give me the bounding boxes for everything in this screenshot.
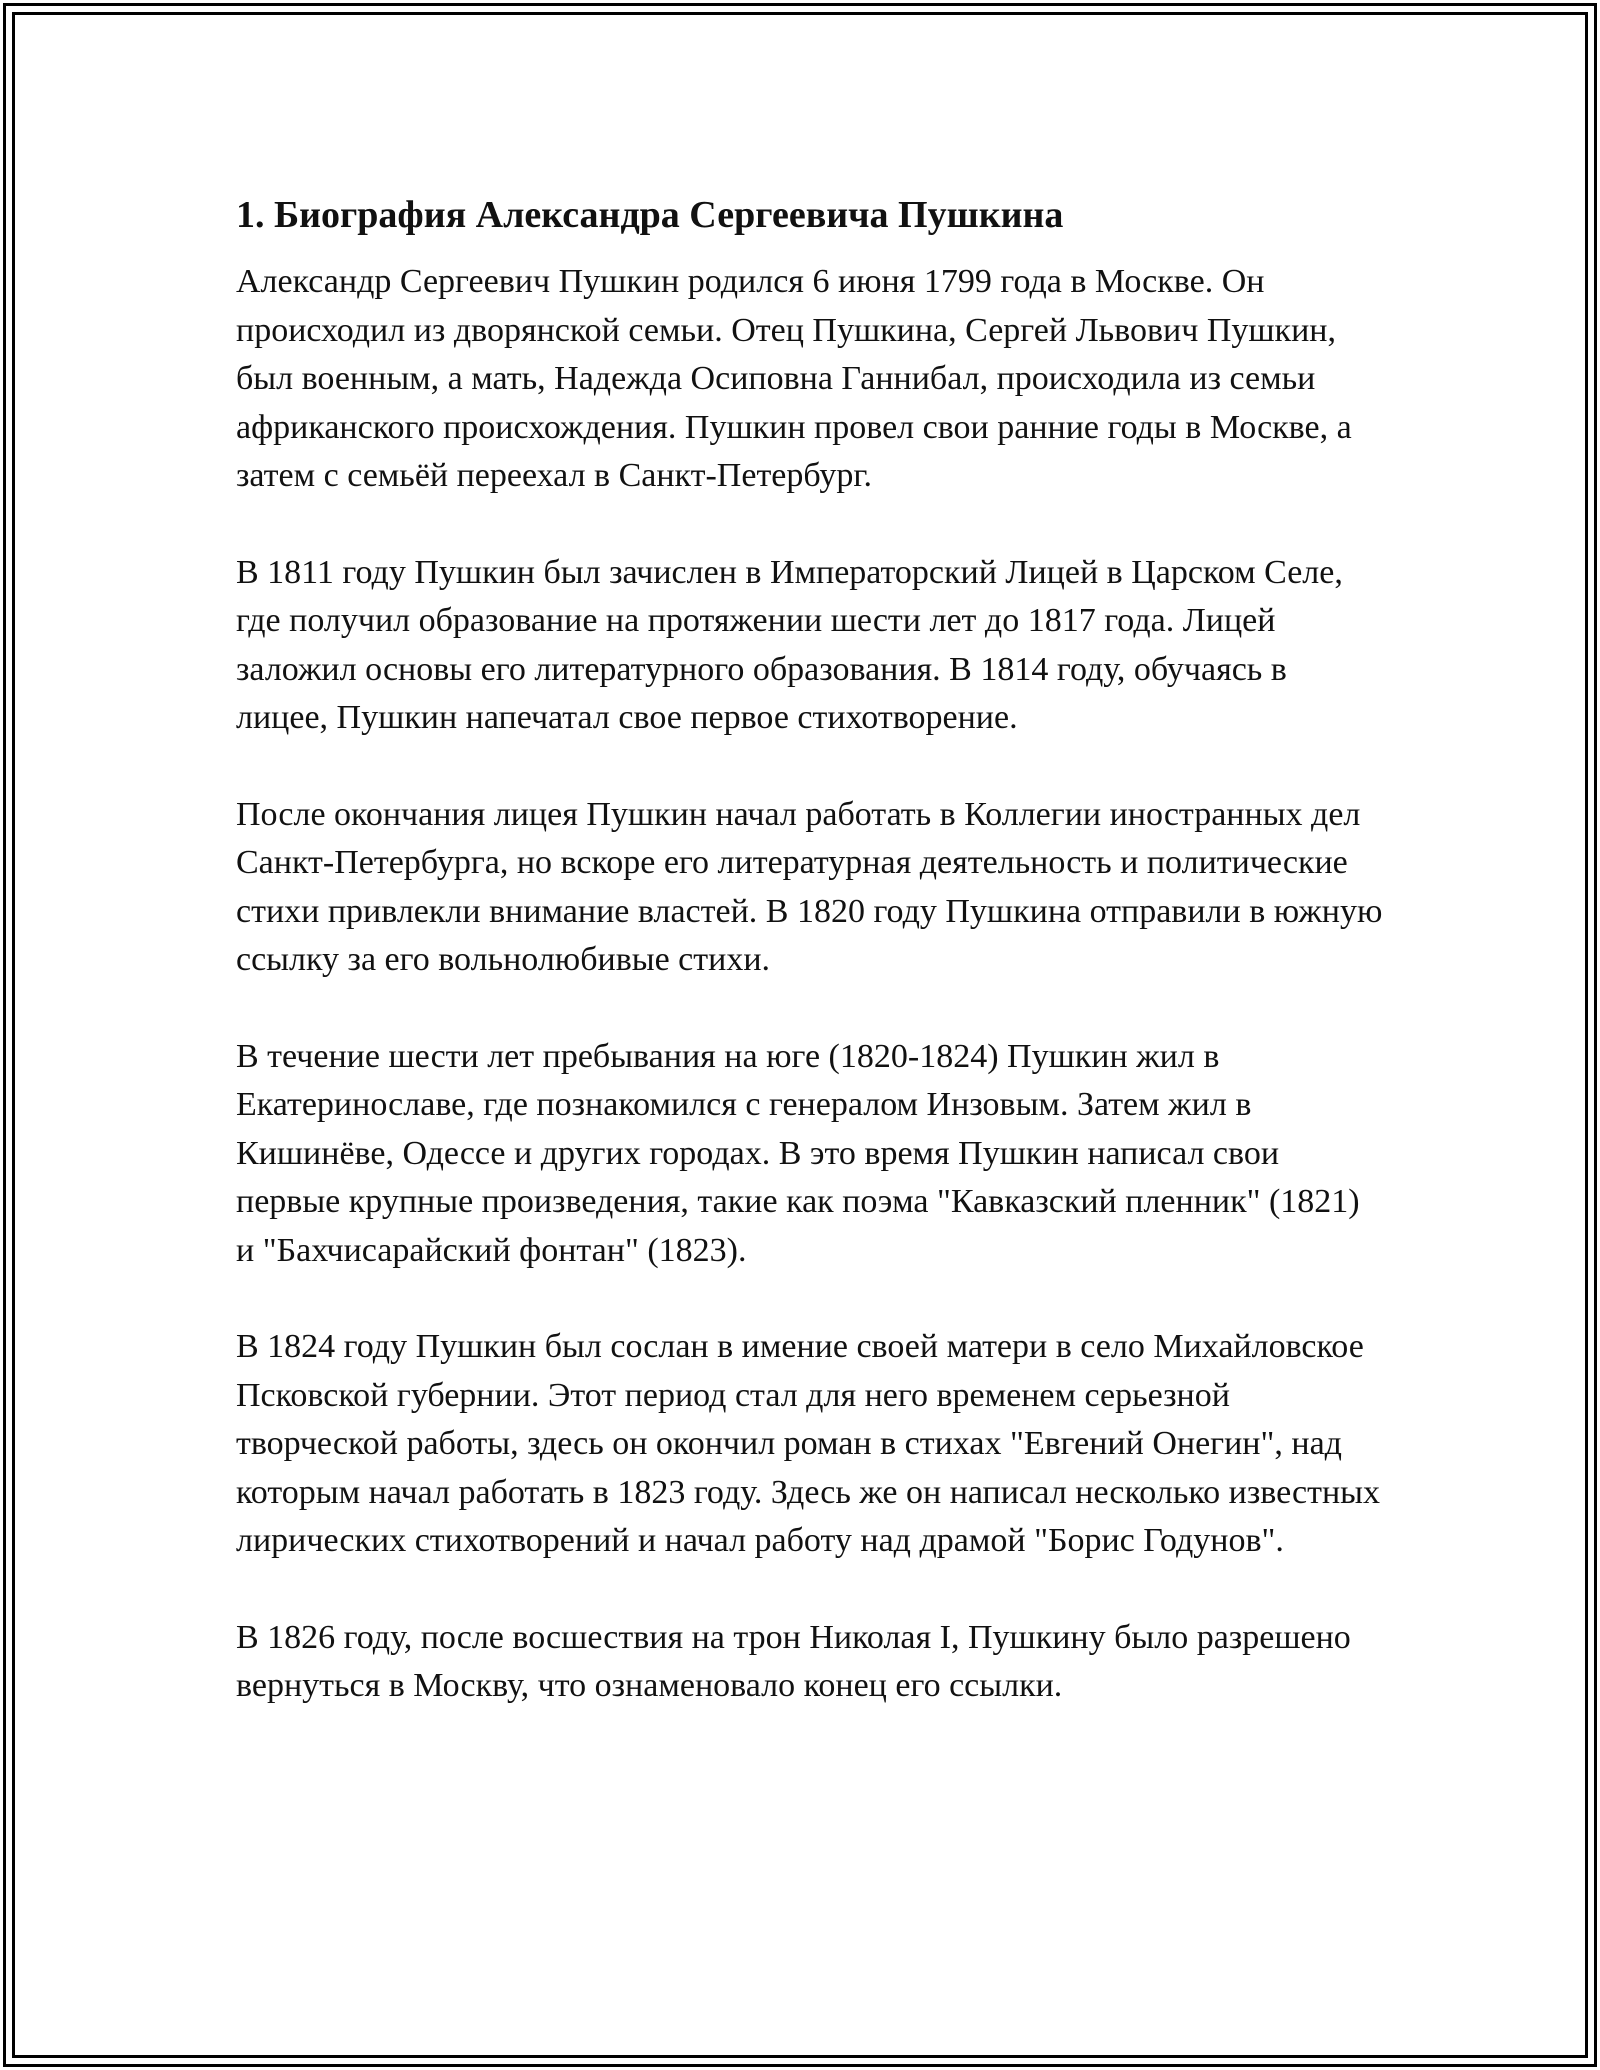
paragraph-mikhailovskoye: В 1824 году Пушкин был сослан в имение своей матери в село Михайловское Псковской губернии. Этот период стал для него временем серьезной творческой работы, здесь он окончил роман в стихах "Евгений Онегин", над которым начал работать в 1823 году. Здесь же он написал несколько известных лирических стихотворений и начал работу над драмой "Борис Годунов". <box>236 1328 1381 1559</box>
paragraph-return: В 1826 году, после восшествия на трон Николая I, Пушкину было разрешено вернуться в Москву, что ознаменовало конец его ссылки. <box>236 1618 1351 1704</box>
document-title: 1. Биография Александра Сергеевича Пушкина <box>236 194 1064 236</box>
document-body <box>236 188 1386 1711</box>
paragraph-southern-exile: В течение шести лет пребывания на юге (1820-1824) Пушкин жил в Екатеринославе, где познакомился с генералом Инзовым. Затем жил в Кишинёве, Одессе и других городах. В это время Пушкин написал свои первые крупные произведения, такие как поэма "Кавказский пленник" (1821) и "Бахчисарайский фонтан" (1823). <box>236 1037 1360 1269</box>
paragraph-lyceum: В 1811 году Пушкин был зачислен в Императорский Лицей в Царском Селе, где получил образование на протяжении шести лет до 1817 года. Лицей заложил основы его литературного образования. В 1814 году, обучаясь в лицее, Пушкин напечатал свое первое стихотворение. <box>236 553 1343 736</box>
paragraph-foreign-affairs: После окончания лицея Пушкин начал работать в Коллегии иностранных дел Санкт-Петербурга, но вскоре его литературная деятельность и политические стихи привлекли внимание властей. В 1820 году Пушкина отправили в южную ссылку за его вольнолюбивые стихи. <box>236 795 1383 978</box>
paragraph-birth: Александр Сергеевич Пушкин родился 6 июня 1799 года в Москве. Он происходил из дворянской семьи. Отец Пушкина, Сергей Львович Пушкин, был военным, а мать, Надежда Осиповна Ганнибал, происходила из семьи африканского происхождения. Пушкин провел свои ранние годы в Москве, а затем с семьёй переехал в Санкт-Петербург. <box>236 263 1352 494</box>
